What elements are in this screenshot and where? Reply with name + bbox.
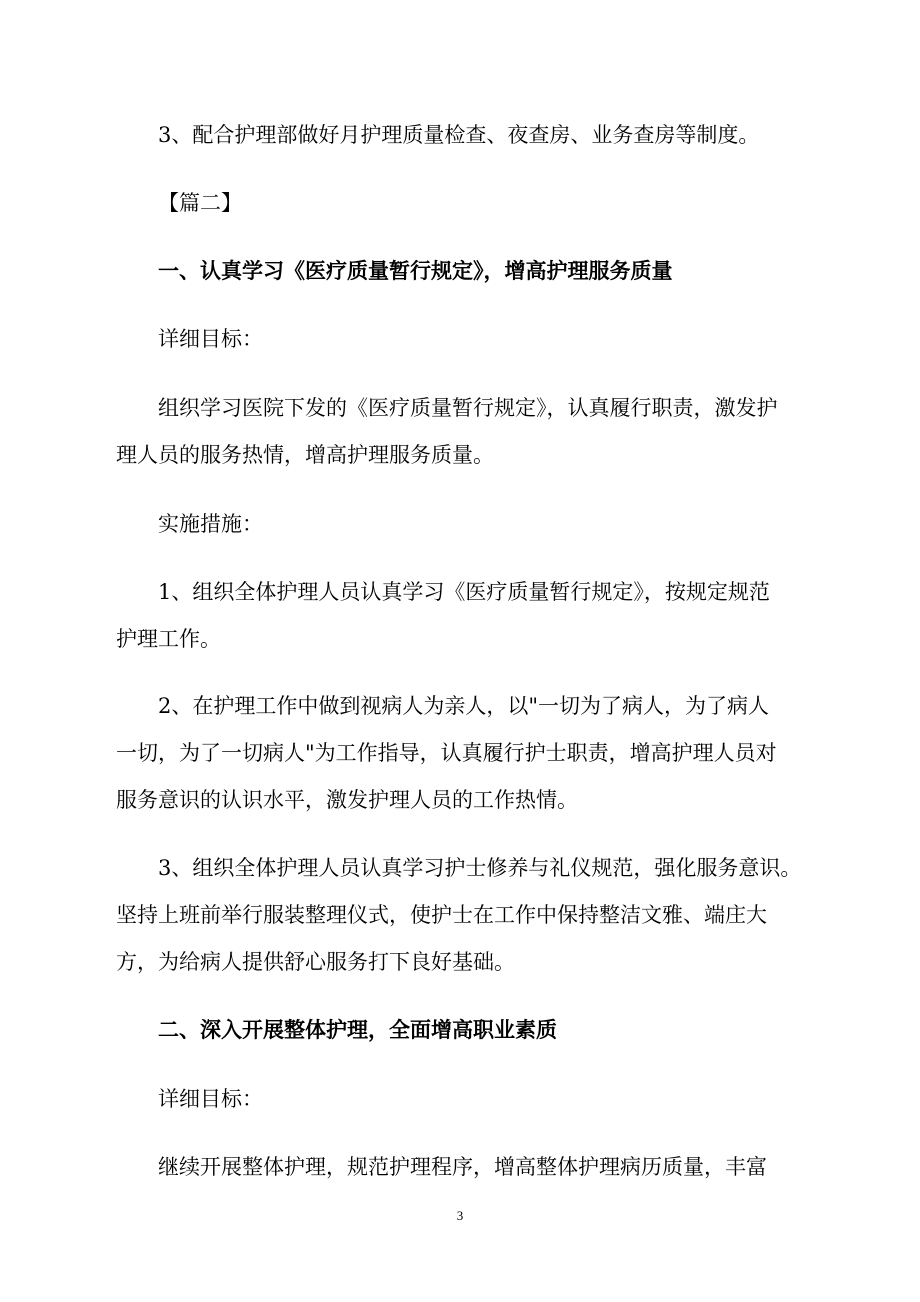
body-line: 组织学习医院下发的《医疗质量暂行规定》，认真履行职责，激发护 [158, 396, 778, 420]
list-item-3-b-cont: 方，为给病人提供舒心服务打下良好基础。 [116, 950, 515, 974]
section-heading-1: 一、认真学习《医疗质量暂行规定》，增高护理服务质量 [158, 258, 673, 283]
list-item-3-b-cont: 坚持上班前举行服装整理仪式，使护士在工作中保持整洁文雅、端庄大 [116, 903, 767, 927]
list-item-1-cont: 护理工作。 [116, 627, 221, 651]
list-item-2-cont: 一切，为了一切病人"为工作指导，认真履行护士职责，增高护理人员对 [116, 741, 777, 765]
body-line: 理人员的服务热情，增高护理服务质量。 [116, 443, 494, 467]
list-item-2-cont: 服务意识的认识水平，激发护理人员的工作热情。 [116, 788, 578, 812]
section-marker: 【篇二】 [158, 191, 242, 215]
goal-label: 详细目标： [158, 327, 263, 351]
list-item-2: 2、在护理工作中做到视病人为亲人，以"一切为了病人，为了病人 [158, 694, 770, 718]
list-item-3: 3、配合护理部做好月护理质量检查、夜查房、业务查房等制度。 [158, 123, 760, 147]
measures-label: 实施措施： [158, 512, 263, 536]
section-heading-2: 二、深入开展整体护理，全面增高职业素质 [158, 1017, 557, 1042]
list-item-3-b: 3、组织全体护理人员认真学习护士修养与礼仪规范，强化服务意识。 [158, 856, 802, 880]
goal-label-2: 详细目标： [158, 1087, 263, 1111]
body-line: 继续开展整体护理，规范护理程序，增高整体护理病历质量，丰富 [158, 1155, 767, 1179]
page-number: 3 [456, 1208, 464, 1223]
list-item-1: 1、组织全体护理人员认真学习《医疗质量暂行规定》，按规定规范 [158, 580, 770, 604]
